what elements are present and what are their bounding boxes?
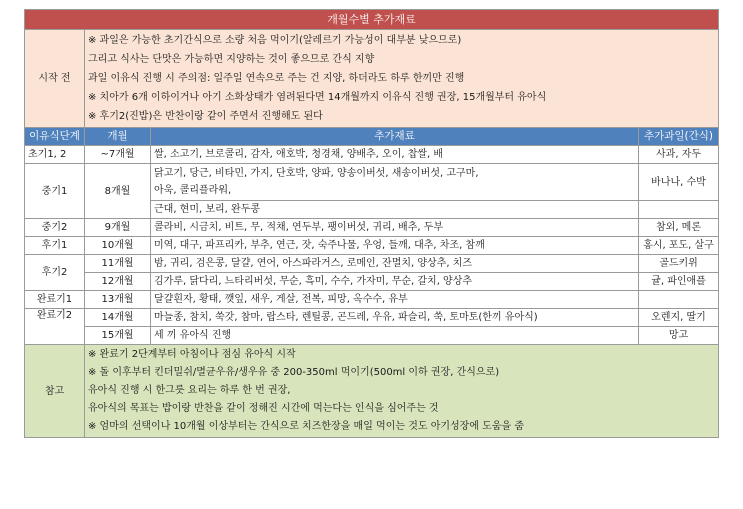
fruit-cell: 참외, 메론 — [639, 219, 719, 237]
before-line: ※ 후기2(진밥)은 반찬이랑 같이 주면서 진행해도 된다 — [88, 111, 323, 122]
ingredients-cell: 콜라비, 시금치, 비트, 무, 적채, 연두부, 팽이버섯, 귀리, 배추, 두부 — [151, 219, 639, 237]
note-line: 유아식의 목표는 밥이랑 반찬을 같이 정해진 시간에 먹는다는 인식을 심어주는 것 — [88, 403, 439, 414]
fruit-cell — [639, 291, 719, 309]
ingredients-cell: 밤, 귀리, 검은콩, 달걀, 연어, 아스파라거스, 로메인, 잔멸치, 양상추, 치즈 — [151, 255, 639, 273]
note-line: ※ 완료기 2단계부터 아침이나 점심 유아식 시작 — [88, 349, 296, 360]
stage-cell: 중기1 — [25, 164, 85, 219]
ingredients-cell: 김가루, 닭다리, 느타리버섯, 무순, 흑미, 수수, 가자미, 무순, 갈치, 양상추 — [151, 273, 639, 291]
ingredients-cell: 근대, 현미, 보리, 완두콩 — [151, 201, 639, 219]
before-line: ※ 과일은 가능한 초기간식으로 소량 처음 먹이기(알레르기 가능성이 대부분 낮으므로) — [88, 35, 462, 46]
fruit-cell: 바나나, 수박 — [639, 164, 719, 201]
header-stage: 이유식단계 — [25, 128, 85, 146]
table-row — [25, 327, 719, 345]
fruit-cell: 망고 — [639, 327, 719, 345]
month-cell: 13개월 — [85, 291, 151, 309]
month-cell: 8개월 — [85, 164, 151, 219]
before-label: 시작 전 — [25, 30, 85, 128]
stage-cell: 후기2 — [25, 255, 85, 291]
month-cell: 9개월 — [85, 219, 151, 237]
table-row — [25, 237, 719, 255]
fruit-cell: 사과, 자두 — [639, 146, 719, 164]
fruit-cell — [639, 201, 719, 219]
fruit-cell: 골드키위 — [639, 255, 719, 273]
month-cell: 15개월 — [85, 327, 151, 345]
spreadsheet — [24, 9, 718, 438]
ingredients-cell — [151, 164, 639, 201]
before-line: 과일 이유식 진행 시 주의점: 일주일 연속으로 주는 건 지양, 하더라도 하루 한끼만 진행 — [88, 73, 465, 84]
note-line: 유아식 진행 시 한그릇 요리는 하루 한 번 권장, — [88, 385, 291, 396]
header-fruit: 추가과일(간식) — [639, 128, 719, 146]
stage-cell: 완료기1 — [25, 291, 85, 309]
table-row — [25, 164, 719, 201]
before-line: 그리고 식사는 단맛은 가능하면 지양하는 것이 좋으므로 간식 지향 — [88, 54, 375, 65]
note-line: ※ 엄마의 선택이나 10개월 이상부터는 간식으로 치즈한장을 매일 먹이는 것도 아기성장에 도움을 줌 — [88, 421, 524, 432]
month-cell: 14개월 — [85, 309, 151, 327]
note-line: ※ 돌 이후부터 킨더밀쉬/멸균우유/생우유 중 200-350ml 먹이기(500ml 이하 권장, 간식으로) — [88, 367, 500, 378]
table-row — [25, 291, 719, 309]
ingredients-cell: 미역, 대구, 파프리카, 부추, 연근, 잣, 숙주나물, 우엉, 들깨, 대추, 차조, 참깨 — [151, 237, 639, 255]
before-line: ※ 치아가 6개 이하이거나 아기 소화상태가 염려된다면 14개월까지 이유식 진행 권장, 15개월부터 유아식 — [88, 92, 547, 103]
fruit-cell: 홍시, 포도, 살구 — [639, 237, 719, 255]
ingredients-table — [24, 9, 719, 438]
ingredients-cell: 마늘종, 참치, 쑥갓, 참마, 랍스타, 렌틸콩, 곤드레, 우유, 파슬리, 쑥, 토마토(한끼 유아식) — [151, 309, 639, 327]
month-cell: 10개월 — [85, 237, 151, 255]
ingredients-line: 닭고기, 당근, 비타민, 가지, 단호박, 양파, 양송이버섯, 새송이버섯, 고구마, — [154, 168, 479, 179]
table-row — [25, 146, 719, 164]
table-row — [25, 309, 719, 327]
before-notes — [85, 30, 719, 128]
ingredients-cell: 세 끼 유아식 진행 — [151, 327, 639, 345]
table-row — [25, 219, 719, 237]
ingredients-cell: 달걀흰자, 황태, 깻잎, 새우, 게살, 전복, 피망, 옥수수, 유부 — [151, 291, 639, 309]
reference-notes — [85, 345, 719, 438]
fruit-cell: 귤, 파인애플 — [639, 273, 719, 291]
stage-cell: 후기1 — [25, 237, 85, 255]
stage-cell: 중기2 — [25, 219, 85, 237]
month-cell: ~7개월 — [85, 146, 151, 164]
note-label: 참고 — [25, 345, 85, 438]
ingredients-line: 아욱, 콜리플라워, — [154, 185, 232, 196]
stage-cell: 초기1, 2 — [25, 146, 85, 164]
month-cell: 11개월 — [85, 255, 151, 273]
stage-cell: 완료기2 — [25, 309, 85, 345]
table-row — [25, 273, 719, 291]
header-month: 개월 — [85, 128, 151, 146]
ingredients-cell: 쌀, 소고기, 브로콜리, 감자, 애호박, 청경채, 양배추, 오이, 찹쌀, 배 — [151, 146, 639, 164]
header-ingredients: 추가재료 — [151, 128, 639, 146]
month-cell: 12개월 — [85, 273, 151, 291]
fruit-cell: 오렌지, 딸기 — [639, 309, 719, 327]
table-title: 개월수별 추가재료 — [25, 10, 719, 30]
table-row — [25, 255, 719, 273]
